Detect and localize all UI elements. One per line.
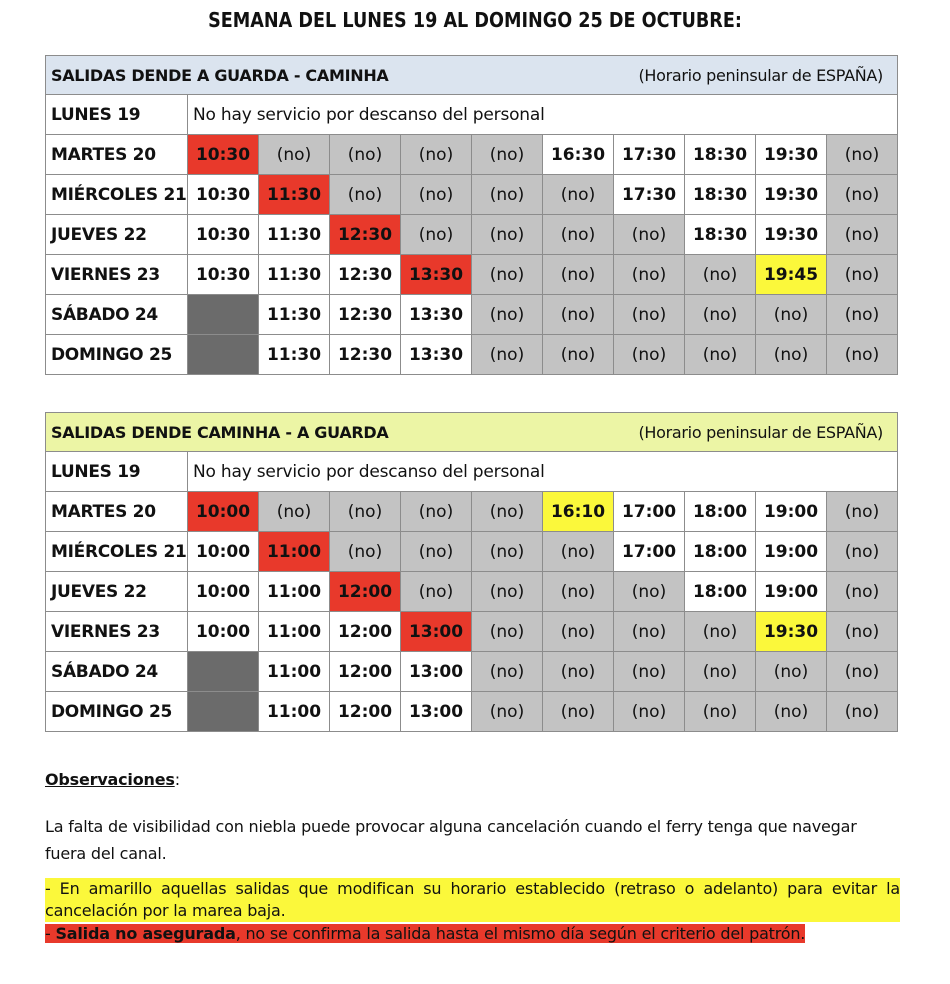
observations-heading [45, 770, 900, 789]
departure-time: 10:00 [188, 572, 259, 612]
table-header-content [51, 66, 897, 85]
no-departure: (no) [827, 135, 898, 175]
no-departure: (no) [756, 692, 827, 732]
no-departure: (no) [827, 532, 898, 572]
no-departure: (no) [614, 572, 685, 612]
departure-time: 12:30 [330, 335, 401, 375]
table-row [46, 452, 898, 492]
departure-time: 19:00 [756, 532, 827, 572]
departure-time: 12:00 [330, 652, 401, 692]
no-departure: (no) [401, 572, 472, 612]
no-departure: (no) [685, 295, 756, 335]
departure-time: 17:00 [614, 532, 685, 572]
no-departure: (no) [472, 255, 543, 295]
table-row [46, 335, 898, 375]
no-departure: (no) [401, 532, 472, 572]
no-departure: (no) [472, 532, 543, 572]
departure-time: 11:30 [259, 215, 330, 255]
no-departure: (no) [827, 335, 898, 375]
no-departure: (no) [827, 692, 898, 732]
day-label: MARTES 20 [46, 135, 188, 175]
no-departure: (no) [614, 295, 685, 335]
closed-slot [188, 692, 259, 732]
departure-time: 11:00 [259, 692, 330, 732]
no-departure: (no) [685, 652, 756, 692]
departure-time: 18:30 [685, 135, 756, 175]
departure-time: 13:30 [401, 295, 472, 335]
departure-time: 13:00 [401, 692, 472, 732]
day-label: MIÉRCOLES 21 [46, 175, 188, 215]
departure-time: 10:00 [188, 532, 259, 572]
departure-time: 18:00 [685, 532, 756, 572]
no-departure: (no) [472, 572, 543, 612]
departure-not-guaranteed: 12:00 [330, 572, 401, 612]
departure-time: 19:00 [756, 492, 827, 532]
departure-time: 11:00 [259, 612, 330, 652]
departure-not-guaranteed: 11:30 [259, 175, 330, 215]
closed-slot [188, 335, 259, 375]
no-departure: (no) [756, 335, 827, 375]
no-departure: (no) [614, 215, 685, 255]
departure-time: 12:30 [330, 255, 401, 295]
no-departure: (no) [614, 612, 685, 652]
departure-time: 11:30 [259, 255, 330, 295]
day-label: MARTES 20 [46, 492, 188, 532]
departure-time: 10:00 [188, 612, 259, 652]
table-row [46, 215, 898, 255]
schedule-table-caminha-guarda [45, 412, 898, 732]
departure-time: 11:30 [259, 295, 330, 335]
route-title: SALIDAS DENDE A GUARDA - CAMINHA [51, 65, 389, 85]
no-departure: (no) [543, 255, 614, 295]
no-departure: (no) [472, 135, 543, 175]
no-departure: (no) [259, 135, 330, 175]
departure-time: 18:00 [685, 572, 756, 612]
no-departure: (no) [330, 175, 401, 215]
departure-time: 19:30 [756, 175, 827, 215]
table-row [46, 255, 898, 295]
departure-time: 10:30 [188, 175, 259, 215]
departure-time: 10:30 [188, 255, 259, 295]
red-note-prefix: - [45, 924, 56, 943]
table-header [46, 56, 898, 95]
schedule-table-guarda-caminha [45, 55, 898, 375]
no-departure: (no) [472, 612, 543, 652]
table-row [46, 532, 898, 572]
departure-time: 11:00 [259, 572, 330, 612]
day-label: VIERNES 23 [46, 612, 188, 652]
observations-title: Observaciones [45, 770, 175, 789]
departure-time: 16:30 [543, 135, 614, 175]
red-note-bold: Salida no asegurada [55, 924, 236, 943]
departure-time: 18:00 [685, 492, 756, 532]
fog-note: La falta de visibilidad con niebla puede provocar alguna cancelación cuando el ferry tenga que navegar fuera del canal. [45, 817, 857, 863]
departure-modified: 16:10 [543, 492, 614, 532]
table-header-row [46, 413, 898, 452]
no-service-note: No hay servicio por descanso del personal [188, 95, 898, 135]
no-departure: (no) [401, 215, 472, 255]
departure-not-guaranteed: 10:30 [188, 135, 259, 175]
table-header-content [51, 423, 897, 442]
observations-colon: : [174, 770, 180, 789]
table-row [46, 492, 898, 532]
no-departure: (no) [472, 492, 543, 532]
no-departure: (no) [330, 135, 401, 175]
no-service-note: No hay servicio por descanso del personal [188, 452, 898, 492]
departure-time: 18:30 [685, 215, 756, 255]
table-row [46, 175, 898, 215]
day-label: MIÉRCOLES 21 [46, 532, 188, 572]
day-label: JUEVES 22 [46, 572, 188, 612]
no-departure: (no) [614, 255, 685, 295]
day-label: LUNES 19 [46, 452, 188, 492]
route-title: SALIDAS DENDE CAMINHA - A GUARDA [51, 422, 389, 442]
table-row [46, 295, 898, 335]
no-departure: (no) [827, 652, 898, 692]
no-departure: (no) [614, 335, 685, 375]
closed-slot [188, 295, 259, 335]
no-departure: (no) [543, 532, 614, 572]
no-departure: (no) [685, 335, 756, 375]
no-departure: (no) [827, 215, 898, 255]
no-departure: (no) [827, 492, 898, 532]
day-label: JUEVES 22 [46, 215, 188, 255]
no-departure: (no) [472, 175, 543, 215]
departure-time: 19:30 [756, 215, 827, 255]
departure-time: 17:30 [614, 175, 685, 215]
no-departure: (no) [401, 135, 472, 175]
no-departure: (no) [543, 295, 614, 335]
departure-not-guaranteed: 13:00 [401, 612, 472, 652]
no-departure: (no) [756, 652, 827, 692]
no-departure: (no) [827, 612, 898, 652]
no-departure: (no) [756, 295, 827, 335]
table-row [46, 572, 898, 612]
table-row [46, 692, 898, 732]
no-departure: (no) [472, 692, 543, 732]
no-departure: (no) [472, 215, 543, 255]
day-label: VIERNES 23 [46, 255, 188, 295]
departure-not-guaranteed: 10:00 [188, 492, 259, 532]
timezone-note: (Horario peninsular de ESPAÑA) [638, 422, 883, 442]
closed-slot [188, 652, 259, 692]
departure-time: 12:30 [330, 295, 401, 335]
no-departure: (no) [543, 572, 614, 612]
no-departure: (no) [472, 652, 543, 692]
departure-not-guaranteed: 13:30 [401, 255, 472, 295]
departure-not-guaranteed: 11:00 [259, 532, 330, 572]
no-departure: (no) [401, 175, 472, 215]
no-departure: (no) [543, 175, 614, 215]
no-departure: (no) [259, 492, 330, 532]
table-row [46, 135, 898, 175]
no-departure: (no) [827, 572, 898, 612]
no-departure: (no) [543, 692, 614, 732]
day-label: DOMINGO 25 [46, 335, 188, 375]
departure-time: 17:00 [614, 492, 685, 532]
day-label: SÁBADO 24 [46, 295, 188, 335]
no-departure: (no) [614, 692, 685, 732]
no-departure: (no) [685, 255, 756, 295]
day-label: LUNES 19 [46, 95, 188, 135]
departure-time: 12:00 [330, 692, 401, 732]
no-departure: (no) [614, 652, 685, 692]
no-departure: (no) [827, 295, 898, 335]
no-departure: (no) [685, 612, 756, 652]
day-label: DOMINGO 25 [46, 692, 188, 732]
red-note-rest: , no se confirma la salida hasta el mismo día según el criterio del patrón. [235, 924, 806, 943]
departure-modified: 19:30 [756, 612, 827, 652]
no-departure: (no) [543, 612, 614, 652]
no-departure: (no) [401, 492, 472, 532]
red-legend-note [45, 923, 900, 945]
table-row [46, 652, 898, 692]
no-departure: (no) [827, 175, 898, 215]
no-departure: (no) [685, 692, 756, 732]
yellow-legend-note: - En amarillo aquellas salidas que modifican su horario establecido (retraso o adelanto) para evitar la cancelación por la marea baja. [45, 879, 900, 920]
departure-time: 19:00 [756, 572, 827, 612]
no-departure: (no) [472, 335, 543, 375]
timezone-note: (Horario peninsular de ESPAÑA) [638, 65, 883, 85]
departure-not-guaranteed: 12:30 [330, 215, 401, 255]
table-header [46, 413, 898, 452]
departure-time: 13:30 [401, 335, 472, 375]
table-row [46, 612, 898, 652]
no-departure: (no) [330, 532, 401, 572]
departure-time: 11:30 [259, 335, 330, 375]
table-row [46, 95, 898, 135]
departure-time: 11:00 [259, 652, 330, 692]
no-departure: (no) [330, 492, 401, 532]
departure-time: 17:30 [614, 135, 685, 175]
departure-time: 10:30 [188, 215, 259, 255]
departure-modified: 19:45 [756, 255, 827, 295]
no-departure: (no) [543, 335, 614, 375]
departure-time: 18:30 [685, 175, 756, 215]
departure-time: 13:00 [401, 652, 472, 692]
day-label: SÁBADO 24 [46, 652, 188, 692]
no-departure: (no) [543, 215, 614, 255]
no-departure: (no) [543, 652, 614, 692]
departure-time: 19:30 [756, 135, 827, 175]
no-departure: (no) [827, 255, 898, 295]
no-departure: (no) [472, 295, 543, 335]
table-header-row [46, 56, 898, 95]
page-title: SEMANA DEL LUNES 19 AL DOMINGO 25 DE OCTUBRE: [208, 8, 742, 32]
departure-time: 12:00 [330, 612, 401, 652]
